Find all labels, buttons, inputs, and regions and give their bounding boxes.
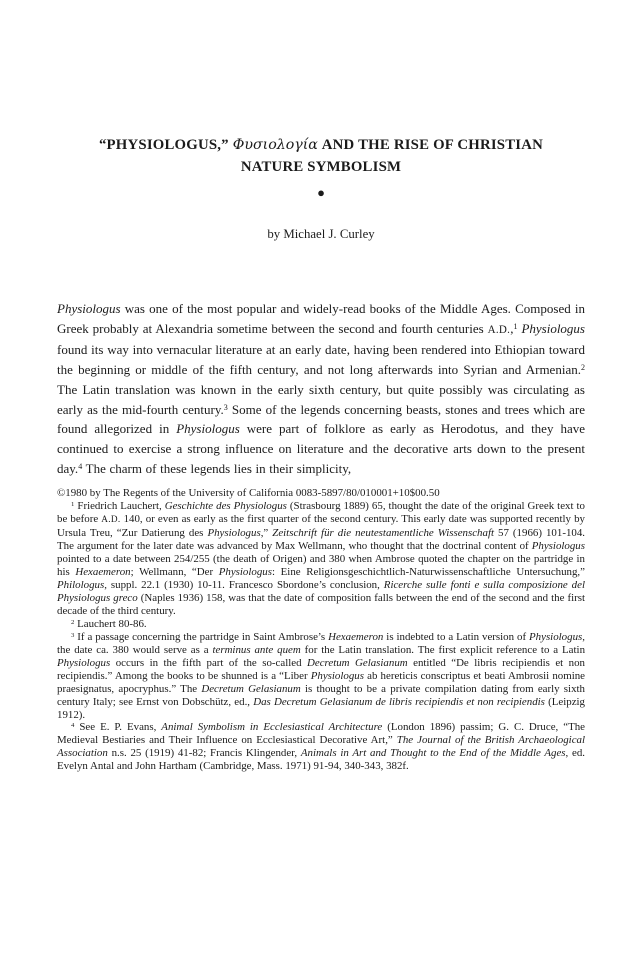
footnote-2: $^2$ Lauchert 80-86. [71,617,147,630]
article-title-line1: “PHYSIOLOGUS,” Φυσιολογία AND THE RISE OF CHRISTIAN [98,137,544,153]
section-separator-bullet-icon: ● [317,185,325,200]
article-page [57,0,585,773]
copyright-line: ©1980 by The Regents of the University of California 0083-5897/80/010001+10$00.50 [57,487,440,500]
footnote-4: $^4$ See E. P. Evans, Animal Symbolism in Ecclesiastical Architecture (London 1896) passim; G. C. Druce, “The Medieval Bestiaries and Their Influence on Ecclesiastical Decorative Art,” The Journal of the British Archaeological Association n.s. 25 (1919) 41-82; Francis Klingender, Animals in Art and Thought to the End of the Middle Ages, ed. Evelyn Antal and John Hartham (Cambridge, Mass. 1971) 91-94, 340-343, 382f. [57,721,586,773]
footnote-3: $^3$ If a passage concerning the partridge in Saint Ambrose’s Hexaemeron is indebted to a Latin version of Physiologus, the date ca. 380 would serve as a terminus ante quem for the Latin translation. The first explicit reference to a Latin Physiologus occurs in the fifth part of the so-called Decretum Gelasianum entitled “De libris recipiendis et non recipiendis.” Among the books to be shunned is a “Liber Physiologus ab hereticis conscriptus et beati Ambrosii nomine praesignatus, apocryphus.” The Decretum Gelasianum is thought to be a private compilation dating from early sixth century Italy; see Ernst von Dobschütz, ed., Das Decretum Gelasianum de libris recipiendis et non recipiendis (Leipzig 1912). [57,630,586,721]
lead-paragraph: Physiologus was one of the most popular and widely-read books of the Middle Ages. Composed in Greek probably at Alexandria sometime between the second and fourth centuries A.D.,$^1$ Physiologus found its way into vernacular literature at an early date, having been rendered into Ethiopian toward the beginning or middle of the fifth century, and not long afterwards into Syrian and Armenian.$^2$ The Latin translation was known in the early sixth century, but quite possibly was circulating as early as the mid-fourth century.$^3$ Some of the legends concerning beasts, stones and trees which are found allegorized in Physiologus were part of folklore as early as Herodotus, and they have continued to exercise a strong influence on literature and the decorative arts down to the present day.$^4$ The charm of these legends lies in their simplicity, [57,301,585,476]
footnotes-block [57,487,585,773]
author-byline: by Michael J. Curley [267,227,375,241]
article-title [57,135,585,178]
article-title-line2: NATURE SYMBOLISM [240,158,402,175]
footnote-1: $^1$ Friedrich Lauchert, Geschichte des Physiologus (Strasbourg 1889) 65, thought the date of the original Greek text to be before A.D. 140, or even as early as the first quarter of the second century. This early date was supported recently by Ursula Treu, “Zur Datierung des Physiologus,” Zeitschrift für die neutestamentliche Wissenschaft 57 (1966) 101-104. The argument for the later date was advanced by Max Wellmann, who thought that the doctrinal content of Physiologus pointed to a date between 254/255 (the death of Origen) and 380 when Ambrose quoted the chapter on the partridge in his Hexaemeron; Wellmann, “Der Physiologus: Eine Religionsgeschichtlich-Naturwissenschaftliche Untersuchung,” Philologus, suppl. 22.1 (1930) 10-11. Francesco Sbordone’s conclusion, Ricerche sulle fonti e sulla composizione del Physiologus greco (Naples 1936) 158, was that the date of composition falls between the end of the second and the first decade of the third century. [57,500,586,617]
